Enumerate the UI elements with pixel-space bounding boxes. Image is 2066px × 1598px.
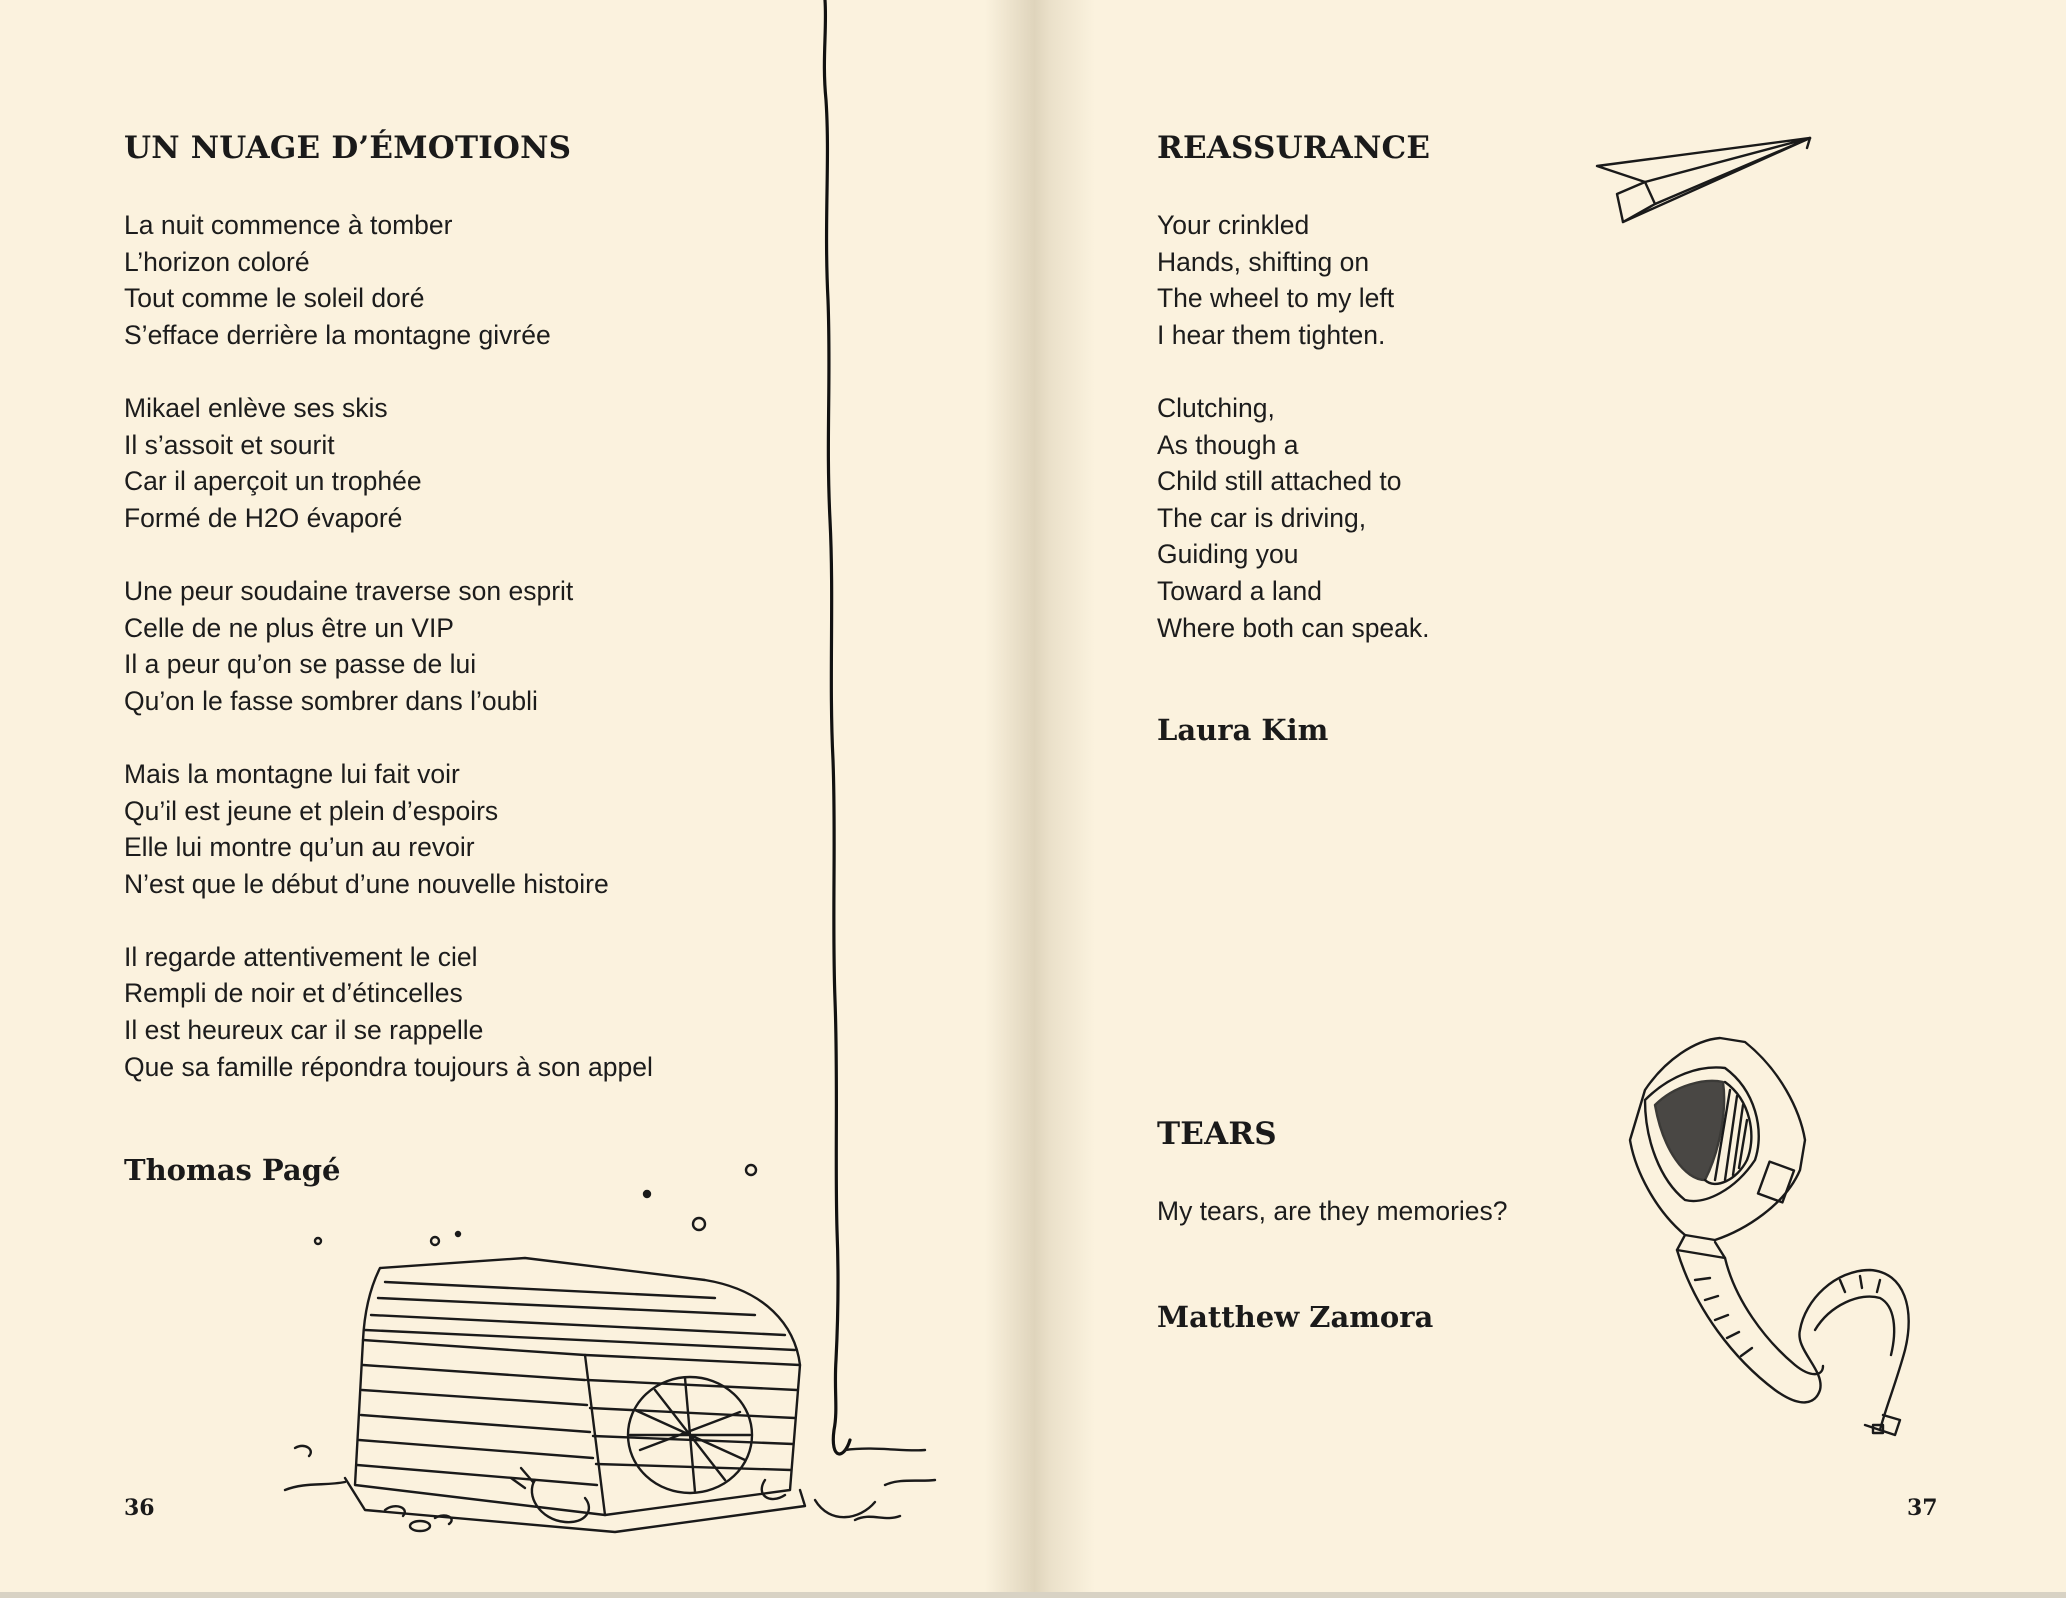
page-number: 36	[124, 1495, 155, 1521]
poem-line: As though a	[1157, 429, 1299, 460]
left-page	[0, 0, 1010, 1598]
poem-line: Une peur soudaine traverse son esprit	[124, 575, 574, 606]
tape-measure-icon	[1615, 1030, 1995, 1470]
poem-line: Tout comme le soleil doré	[124, 283, 425, 314]
poem-body-reassurance	[1157, 207, 1430, 646]
poem-line: Where both can speak.	[1157, 612, 1430, 643]
page-number: 37	[1907, 1495, 1938, 1521]
poem-line: Guiding you	[1157, 539, 1299, 570]
poem-line: Elle lui montre qu’un au revoir	[124, 832, 475, 863]
poem-title-reassurance: REASSURANCE	[1157, 130, 1431, 166]
poem-line: L’horizon coloré	[124, 246, 310, 277]
poem-line: Qu’il est jeune et plein d’espoirs	[124, 795, 499, 826]
poem-title: UN NUAGE D’ÉMOTIONS	[124, 130, 572, 166]
poem-line: Rempli de noir et d’étincelles	[124, 978, 463, 1009]
poem-line: Que sa famille répondra toujours à son appel	[124, 1051, 653, 1082]
poem-line: My tears, are they memories?	[1157, 1196, 1508, 1226]
poem-line: I hear them tighten.	[1157, 319, 1386, 350]
poem-line: Child still attached to	[1157, 466, 1402, 497]
poem-author-reassurance: Laura Kim	[1157, 713, 1329, 747]
poem-line: Hands, shifting on	[1157, 246, 1370, 277]
poem-author: Thomas Pagé	[124, 1153, 341, 1187]
poem-line: Il a peur qu’on se passe de lui	[124, 649, 477, 680]
poem-line: Celle de ne plus être un VIP	[124, 612, 454, 643]
poem-line: The wheel to my left	[1157, 283, 1395, 314]
poem-line: Formé de H2O évaporé	[124, 502, 403, 533]
poem-title-tears: TEARS	[1157, 1116, 1277, 1152]
poem-line: Clutching,	[1157, 392, 1275, 423]
poem-line: Mais la montagne lui fait voir	[124, 758, 460, 789]
right-page	[1060, 0, 2066, 1598]
poem-line: Car il aperçoit un trophée	[124, 466, 422, 497]
poem-line: La nuit commence à tomber	[124, 210, 453, 240]
lobster-trap-icon	[285, 1150, 965, 1540]
poem-line: S’efface derrière la montagne givrée	[124, 319, 551, 350]
poem-line: Il est heureux car il se rappelle	[124, 1015, 484, 1046]
poem-line: Your crinkled	[1157, 210, 1310, 240]
poem-line: Qu’on le fasse sombrer dans l’oubli	[124, 685, 538, 716]
poem-body-tears	[1157, 1193, 1508, 1230]
poem-body	[124, 207, 653, 1085]
paper-airplane-icon	[1595, 132, 1815, 232]
poem-line: Il regarde attentivement le ciel	[124, 941, 478, 972]
poem-line: The car is driving,	[1157, 502, 1367, 533]
poem-line: Toward a land	[1157, 575, 1322, 606]
poem-line: N’est que le début d’une nouvelle histoire	[124, 868, 609, 899]
poem-author-tears: Matthew Zamora	[1157, 1300, 1434, 1334]
poem-line: Mikael enlève ses skis	[124, 392, 388, 423]
poem-line: Il s’assoit et sourit	[124, 429, 335, 460]
